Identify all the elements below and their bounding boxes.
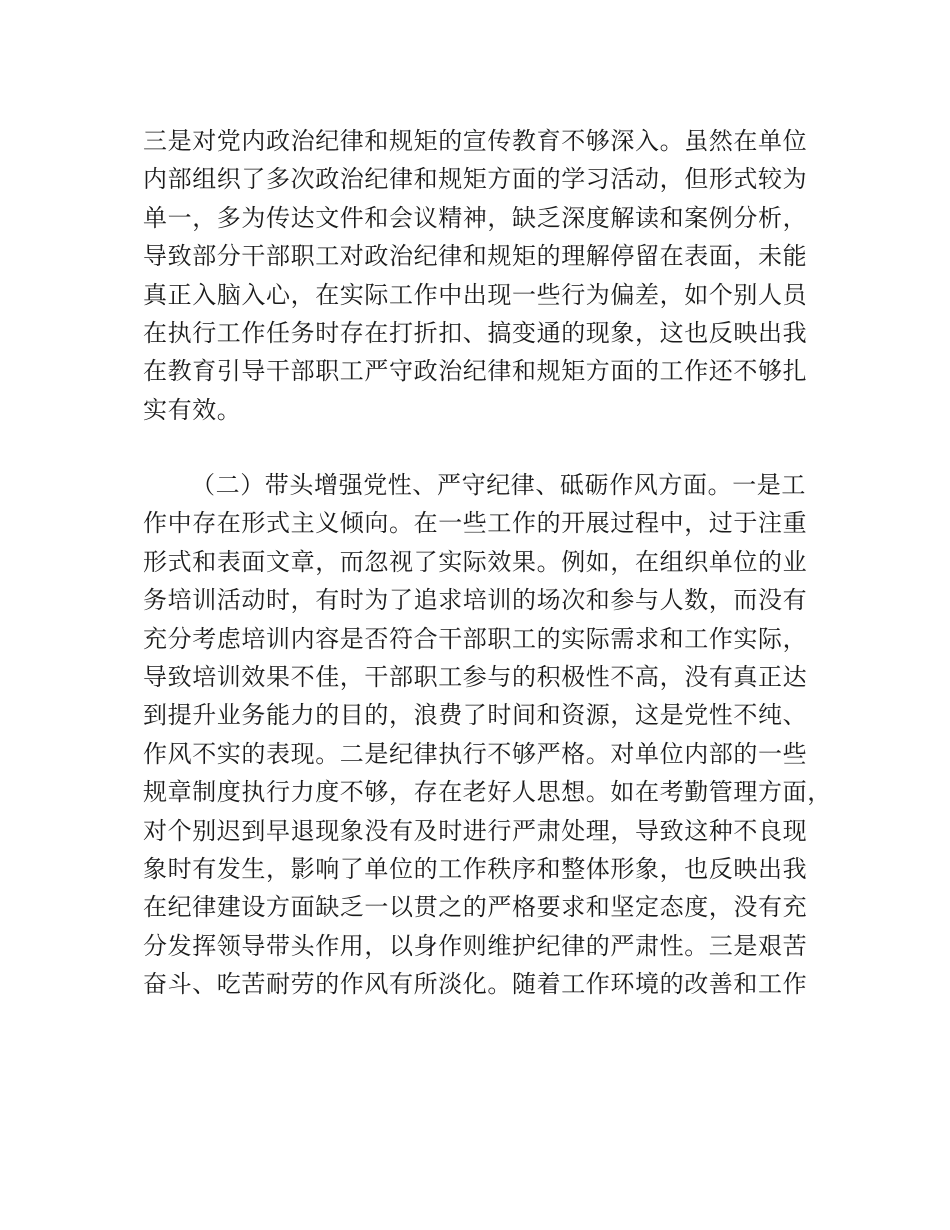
text-line: 象时有发生，影响了单位的工作秩序和整体形象，也反映出我 [143,854,808,883]
text-line: 务培训活动时，有时为了追求培训的场次和参与人数，而没有 [143,586,808,615]
text-line: 规章制度执行力度不够，存在老好人思想。如在考勤管理方面， [143,778,832,807]
text-line: 在执行工作任务时存在打折扣、搞变通的现象，这也反映出我 [143,318,808,347]
text-line: 分发挥领导带头作用，以身作则维护纪律的严肃性。三是艰苦 [143,931,808,960]
paragraph-political-discipline-education [143,122,823,429]
text-line: 真正入脑入心，在实际工作中出现一些行为偏差，如个别人员 [143,280,808,309]
text-line: 在纪律建设方面缺乏一以贯之的严格要求和坚定态度，没有充 [143,893,808,922]
text-line: 作风不实的表现。二是纪律执行不够严格。对单位内部的一些 [143,739,808,768]
text-line: 充分考虑培训内容是否符合干部职工的实际需求和工作实际， [143,624,808,653]
text-line: 导致部分干部职工对政治纪律和规矩的理解停留在表面，未能 [143,242,808,271]
section-heading-line: （二）带头增强党性、严守纪律、砥砺作风方面。一是工 [191,471,806,499]
text-line: 单一，多为传达文件和会议精神，缺乏深度解读和案例分析， [143,203,808,232]
text-line: 到提升业务能力的目的，浪费了时间和资源，这是党性不纯、 [143,701,808,730]
text-line: 奋斗、吃苦耐劳的作风有所淡化。随着工作环境的改善和工作 [143,970,808,999]
paragraph-party-spirit-discipline-style [143,466,832,1003]
text-line: 作中存在形式主义倾向。在一些工作的开展过程中，过于注重 [143,509,808,538]
text-line: 内部组织了多次政治纪律和规矩方面的学习活动，但形式较为 [143,165,808,194]
text-line: 对个别迟到早退现象没有及时进行严肃处理，导致这种不良现 [143,816,808,845]
text-line: 实有效。 [143,395,242,424]
text-line: 在教育引导干部职工严守政治纪律和规矩方面的工作还不够扎 [143,357,808,386]
text-line: 导致培训效果不佳，干部职工参与的积极性不高，没有真正达 [143,662,808,691]
text-line: 形式和表面文章，而忽视了实际效果。例如，在组织单位的业 [143,547,808,576]
text-line: 三是对党内政治纪律和规矩的宣传教育不够深入。虽然在单位 [143,127,808,155]
